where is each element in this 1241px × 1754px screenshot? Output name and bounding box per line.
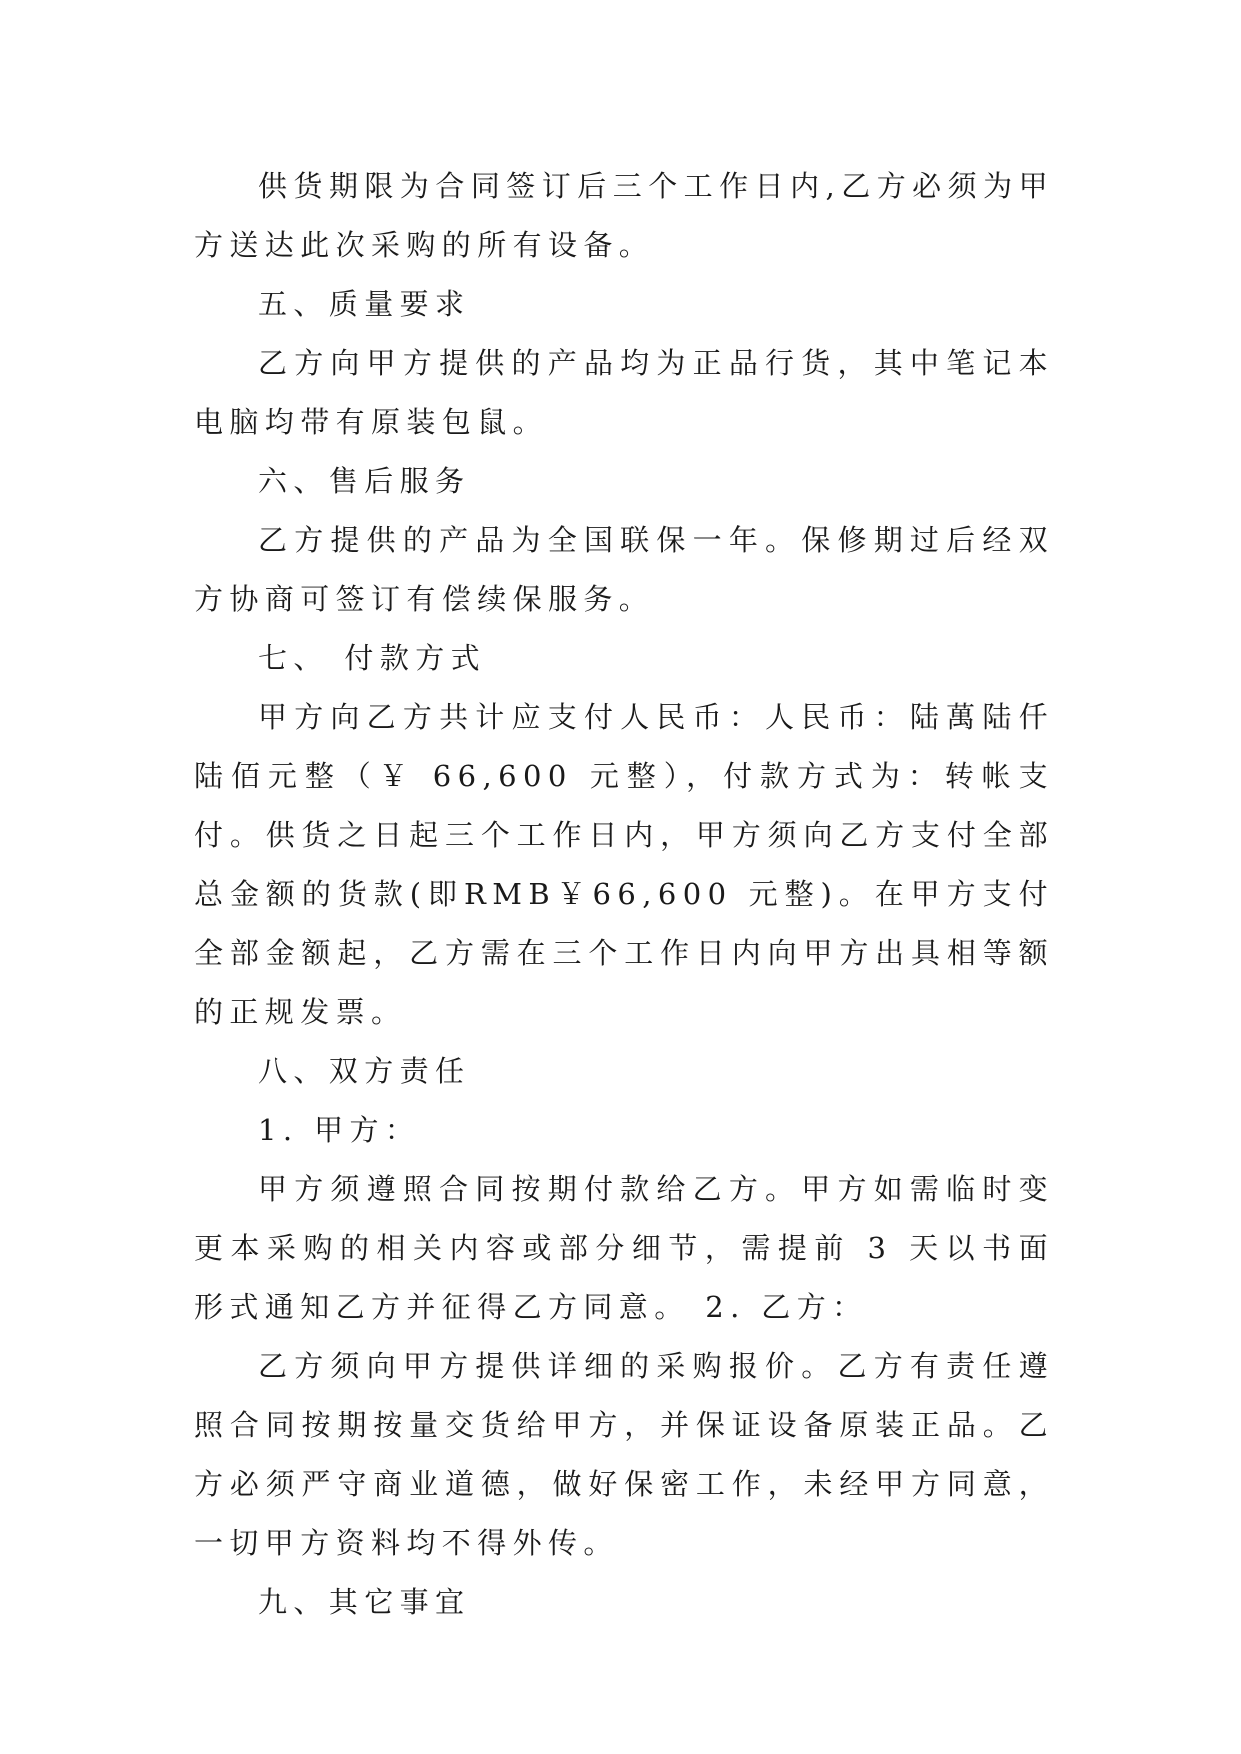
heading-other-matters: 九、其它事宜 [258,1585,471,1619]
paragraph-delivery-period: 供货期限为合同签订后三个工作日内,乙方必须为甲方送达此次采购的所有设备。 [194,169,1054,262]
document-body [194,157,1054,1632]
subheading-party-a: 1. 甲方： [258,1113,421,1147]
paragraph-quality: 乙方向甲方提供的产品均为正品行货，其中笔记本电脑均带有原装包鼠。 [194,346,1054,439]
paragraph-party-b-duties: 乙方须向甲方提供详细的采购报价。乙方有责任遵照合同按期按量交货给甲方，并保证设备原装正品。乙方必须严守商业道德，做好保密工作，未经甲方同意，一切甲方资料均不得外传。 [194,1349,1054,1560]
heading-payment-method: 七、 付款方式 [258,641,487,675]
paragraph-payment: 甲方向乙方共计应支付人民币：人民币：陆萬陆仟陆佰元整（￥ 66,600 元整），付款方式为：转帐支付。供货之日起三个工作日内，甲方须向乙方支付全部总金额的货款(即RMB￥66,600 元整)。在甲方支付全部金额起，乙方需在三个工作日内向甲方出具相等额的正规发票。 [194,700,1054,1029]
paragraph-party-a-duties: 甲方须遵照合同按期付款给乙方。甲方如需临时变更本采购的相关内容或部分细节，需提前 3 天以书面形式通知乙方并征得乙方同意。 2. 乙方： [194,1172,1054,1324]
paragraph-after-sales: 乙方提供的产品为全国联保一年。保修期过后经双方协商可签订有偿续保服务。 [194,523,1054,616]
heading-after-sales-service: 六、售后服务 [258,464,471,498]
heading-responsibilities: 八、双方责任 [258,1054,471,1088]
heading-quality-requirements: 五、质量要求 [258,287,471,321]
